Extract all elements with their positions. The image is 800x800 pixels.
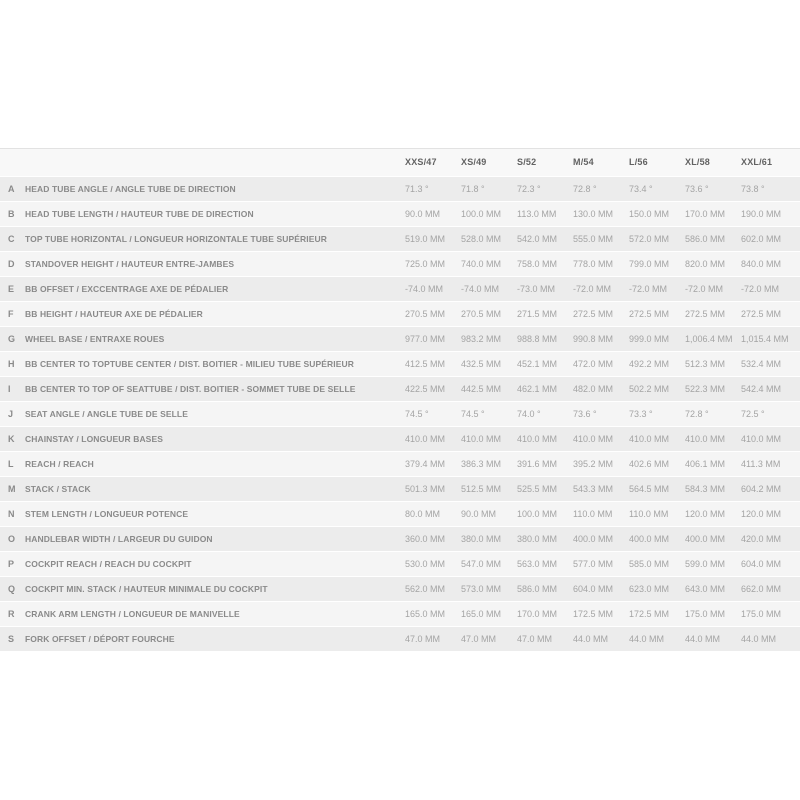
table-row: [0, 326, 800, 351]
row-value: 799.0 MM: [629, 258, 670, 269]
row-value: 406.1 MM: [685, 458, 726, 469]
row-value: 543.3 MM: [573, 483, 614, 494]
row-value: 840.0 MM: [741, 258, 782, 269]
row-value: 72.8 °: [573, 183, 597, 194]
row-letter: E: [8, 283, 15, 294]
row-value: 175.0 MM: [741, 608, 782, 619]
row-value: 472.0 MM: [573, 358, 614, 369]
column-header-xxs47: XXS/47: [405, 157, 437, 168]
row-label: TOP TUBE HORIZONTAL / LONGUEUR HORIZONTALE TUBE SUPÉRIEUR: [25, 233, 327, 244]
row-value: -74.0 MM: [405, 283, 444, 294]
row-value: 410.0 MM: [685, 433, 726, 444]
row-value: 604.0 MM: [741, 558, 782, 569]
table-row: [0, 301, 800, 326]
table-row: [0, 276, 800, 301]
row-value: 820.0 MM: [685, 258, 726, 269]
row-value: 410.0 MM: [741, 433, 782, 444]
table-row: [0, 476, 800, 501]
row-label: CHAINSTAY / LONGUEUR BASES: [25, 433, 163, 444]
row-value: 420.0 MM: [741, 533, 782, 544]
row-value: 542.0 MM: [517, 233, 558, 244]
row-value: 528.0 MM: [461, 233, 502, 244]
row-letter: Q: [8, 583, 16, 594]
row-value: 1,015.4 MM: [741, 333, 789, 344]
row-label: STEM LENGTH / LONGUEUR POTENCE: [25, 508, 189, 519]
row-value: 562.0 MM: [405, 583, 446, 594]
row-value: 604.0 MM: [573, 583, 614, 594]
row-letter: D: [8, 258, 15, 269]
row-value: 380.0 MM: [461, 533, 502, 544]
row-letter: H: [8, 358, 15, 369]
row-letter: K: [8, 433, 15, 444]
row-letter: C: [8, 233, 15, 244]
row-label: HANDLEBAR WIDTH / LARGEUR DU GUIDON: [25, 533, 213, 544]
row-value: 270.5 MM: [461, 308, 502, 319]
row-value: 555.0 MM: [573, 233, 614, 244]
row-letter: R: [8, 608, 15, 619]
row-label: HEAD TUBE LENGTH / HAUTEUR TUBE DE DIRECTION: [25, 208, 254, 219]
row-value: 170.0 MM: [517, 608, 558, 619]
table-row: [0, 451, 800, 476]
column-header-m54: M/54: [573, 157, 594, 168]
row-value: 542.4 MM: [741, 383, 782, 394]
row-letter: J: [8, 408, 14, 419]
row-value: 379.4 MM: [405, 458, 446, 469]
row-value: 525.5 MM: [517, 483, 558, 494]
row-value: 386.3 MM: [461, 458, 502, 469]
row-value: 175.0 MM: [685, 608, 726, 619]
row-value: 410.0 MM: [461, 433, 502, 444]
row-value: 100.0 MM: [461, 208, 502, 219]
row-value: 547.0 MM: [461, 558, 502, 569]
row-value: 563.0 MM: [517, 558, 558, 569]
column-header-l56: L/56: [629, 157, 648, 168]
row-value: 1,006.4 MM: [685, 333, 733, 344]
row-value: 725.0 MM: [405, 258, 446, 269]
column-header-s52: S/52: [517, 157, 537, 168]
row-value: 564.5 MM: [629, 483, 670, 494]
row-value: 492.2 MM: [629, 358, 670, 369]
row-value: 380.0 MM: [517, 533, 558, 544]
row-value: 47.0 MM: [405, 633, 441, 644]
row-value: 150.0 MM: [629, 208, 670, 219]
row-value: 400.0 MM: [685, 533, 726, 544]
row-value: 165.0 MM: [405, 608, 446, 619]
row-value: 360.0 MM: [405, 533, 446, 544]
row-value: 73.6 °: [573, 408, 597, 419]
row-label: STACK / STACK: [25, 483, 91, 494]
row-value: 72.5 °: [741, 408, 765, 419]
row-letter: B: [8, 208, 15, 219]
row-value: 271.5 MM: [517, 308, 558, 319]
row-value: 395.2 MM: [573, 458, 614, 469]
row-value: 113.0 MM: [517, 208, 557, 219]
row-value: 604.2 MM: [741, 483, 782, 494]
row-label: BB CENTER TO TOP OF SEATTUBE / DIST. BOITIER - SOMMET TUBE DE SELLE: [25, 383, 356, 394]
row-value: 130.0 MM: [573, 208, 614, 219]
row-value: 410.0 MM: [629, 433, 670, 444]
header-row: [0, 149, 800, 176]
table-row: [0, 351, 800, 376]
row-value: 410.0 MM: [573, 433, 614, 444]
row-value: 71.8 °: [461, 183, 485, 194]
row-value: 573.0 MM: [461, 583, 502, 594]
row-value: 47.0 MM: [461, 633, 497, 644]
row-value: -72.0 MM: [573, 283, 612, 294]
row-value: 73.8 °: [741, 183, 765, 194]
row-value: 120.0 MM: [741, 508, 782, 519]
row-value: 72.8 °: [685, 408, 709, 419]
row-value: 120.0 MM: [685, 508, 726, 519]
row-letter: O: [8, 533, 16, 544]
table-row: [0, 176, 800, 201]
table-row: [0, 401, 800, 426]
row-value: 422.5 MM: [405, 383, 446, 394]
row-value: 778.0 MM: [573, 258, 614, 269]
geometry-table-section: [0, 148, 800, 652]
row-letter: G: [8, 333, 16, 344]
row-label: CRANK ARM LENGTH / LONGUEUR DE MANIVELLE: [25, 608, 240, 619]
row-value: 72.3 °: [517, 183, 541, 194]
column-header-xl58: XL/58: [685, 157, 711, 168]
row-value: 758.0 MM: [517, 258, 558, 269]
row-value: 73.3 °: [629, 408, 653, 419]
row-value: 501.3 MM: [405, 483, 446, 494]
row-value: 410.0 MM: [517, 433, 558, 444]
row-value: 71.3 °: [405, 183, 429, 194]
row-value: 602.0 MM: [741, 233, 782, 244]
row-label: BB HEIGHT / HAUTEUR AXE DE PÉDALIER: [25, 308, 203, 319]
row-value: 73.4 °: [629, 183, 653, 194]
row-value: 170.0 MM: [685, 208, 726, 219]
row-value: -72.0 MM: [685, 283, 724, 294]
row-value: 44.0 MM: [629, 633, 665, 644]
row-value: 165.0 MM: [461, 608, 502, 619]
row-label: SEAT ANGLE / ANGLE TUBE DE SELLE: [25, 408, 188, 419]
row-value: 988.8 MM: [517, 333, 558, 344]
table-row: [0, 376, 800, 401]
row-value: 90.0 MM: [461, 508, 497, 519]
table-row: [0, 601, 800, 626]
row-value: 662.0 MM: [741, 583, 782, 594]
row-label: STANDOVER HEIGHT / HAUTEUR ENTRE-JAMBES: [25, 258, 235, 269]
row-label: COCKPIT REACH / REACH DU COCKPIT: [25, 558, 192, 569]
row-value: 272.5 MM: [629, 308, 670, 319]
table-row: [0, 626, 800, 651]
row-value: -73.0 MM: [517, 283, 556, 294]
row-letter: A: [8, 183, 15, 194]
table-row: [0, 201, 800, 226]
row-value: 272.5 MM: [573, 308, 614, 319]
row-value: 586.0 MM: [517, 583, 558, 594]
row-label: HEAD TUBE ANGLE / ANGLE TUBE DE DIRECTION: [25, 183, 236, 194]
geometry-table: [0, 149, 800, 652]
table-row: [0, 251, 800, 276]
row-value: 519.0 MM: [405, 233, 446, 244]
row-value: 412.5 MM: [405, 358, 446, 369]
row-value: 442.5 MM: [461, 383, 502, 394]
row-letter: F: [8, 308, 14, 319]
row-value: 512.5 MM: [461, 483, 502, 494]
row-value: -74.0 MM: [461, 283, 500, 294]
row-value: 100.0 MM: [517, 508, 558, 519]
row-value: 482.0 MM: [573, 383, 614, 394]
row-value: 411.3 MM: [741, 458, 781, 469]
row-value: 391.6 MM: [517, 458, 558, 469]
table-row: [0, 501, 800, 526]
row-value: 73.6 °: [685, 183, 709, 194]
row-value: 47.0 MM: [517, 633, 553, 644]
row-value: 577.0 MM: [573, 558, 614, 569]
row-value: 74.0 °: [517, 408, 541, 419]
row-label: COCKPIT MIN. STACK / HAUTEUR MINIMALE DU COCKPIT: [25, 583, 268, 594]
row-value: 270.5 MM: [405, 308, 446, 319]
row-label: REACH / REACH: [25, 458, 94, 469]
table-row: [0, 551, 800, 576]
header-letter-spacer: [0, 149, 25, 176]
row-value: 530.0 MM: [405, 558, 446, 569]
row-label: BB OFFSET / EXCCENTRAGE AXE DE PÉDALIER: [25, 283, 229, 294]
row-value: 90.0 MM: [405, 208, 441, 219]
table-row: [0, 226, 800, 251]
row-value: 452.1 MM: [517, 358, 558, 369]
row-value: 400.0 MM: [573, 533, 614, 544]
row-value: 272.5 MM: [685, 308, 726, 319]
row-letter: L: [8, 458, 14, 469]
row-value: 572.0 MM: [629, 233, 670, 244]
row-value: -72.0 MM: [629, 283, 668, 294]
row-value: 740.0 MM: [461, 258, 502, 269]
row-value: 990.8 MM: [573, 333, 614, 344]
row-value: 623.0 MM: [629, 583, 670, 594]
row-value: -72.0 MM: [741, 283, 780, 294]
row-value: 643.0 MM: [685, 583, 726, 594]
row-value: 585.0 MM: [629, 558, 670, 569]
row-value: 44.0 MM: [741, 633, 777, 644]
table-row: [0, 576, 800, 601]
row-value: 584.3 MM: [685, 483, 726, 494]
table-row: [0, 526, 800, 551]
row-letter: M: [8, 483, 16, 494]
row-value: 502.2 MM: [629, 383, 670, 394]
row-value: 977.0 MM: [405, 333, 446, 344]
row-value: 110.0 MM: [573, 508, 613, 519]
row-label: WHEEL BASE / ENTRAXE ROUES: [25, 333, 165, 344]
row-value: 410.0 MM: [405, 433, 446, 444]
row-value: 44.0 MM: [573, 633, 609, 644]
row-value: 432.5 MM: [461, 358, 502, 369]
row-value: 44.0 MM: [685, 633, 721, 644]
row-value: 400.0 MM: [629, 533, 670, 544]
row-letter: I: [8, 383, 11, 394]
row-value: 74.5 °: [405, 408, 429, 419]
row-label: FORK OFFSET / DÉPORT FOURCHE: [25, 633, 175, 644]
row-value: 983.2 MM: [461, 333, 502, 344]
row-value: 522.3 MM: [685, 383, 726, 394]
column-header-xs49: XS/49: [461, 157, 487, 168]
row-value: 532.4 MM: [741, 358, 782, 369]
row-letter: P: [8, 558, 15, 569]
row-value: 110.0 MM: [629, 508, 669, 519]
row-value: 172.5 MM: [573, 608, 614, 619]
row-value: 599.0 MM: [685, 558, 726, 569]
row-value: 74.5 °: [461, 408, 485, 419]
header-label-spacer: [25, 149, 400, 176]
row-value: 172.5 MM: [629, 608, 670, 619]
table-row: [0, 426, 800, 451]
row-value: 190.0 MM: [741, 208, 782, 219]
row-value: 80.0 MM: [405, 508, 441, 519]
row-label: BB CENTER TO TOPTUBE CENTER / DIST. BOITIER - MILIEU TUBE SUPÉRIEUR: [25, 358, 354, 369]
row-value: 402.6 MM: [629, 458, 670, 469]
column-header-xxl61: XXL/61: [741, 157, 773, 168]
row-value: 462.1 MM: [517, 383, 558, 394]
row-value: 512.3 MM: [685, 358, 726, 369]
row-letter: S: [8, 633, 15, 644]
row-letter: N: [8, 508, 15, 519]
row-value: 272.5 MM: [741, 308, 782, 319]
row-value: 586.0 MM: [685, 233, 726, 244]
row-value: 999.0 MM: [629, 333, 670, 344]
